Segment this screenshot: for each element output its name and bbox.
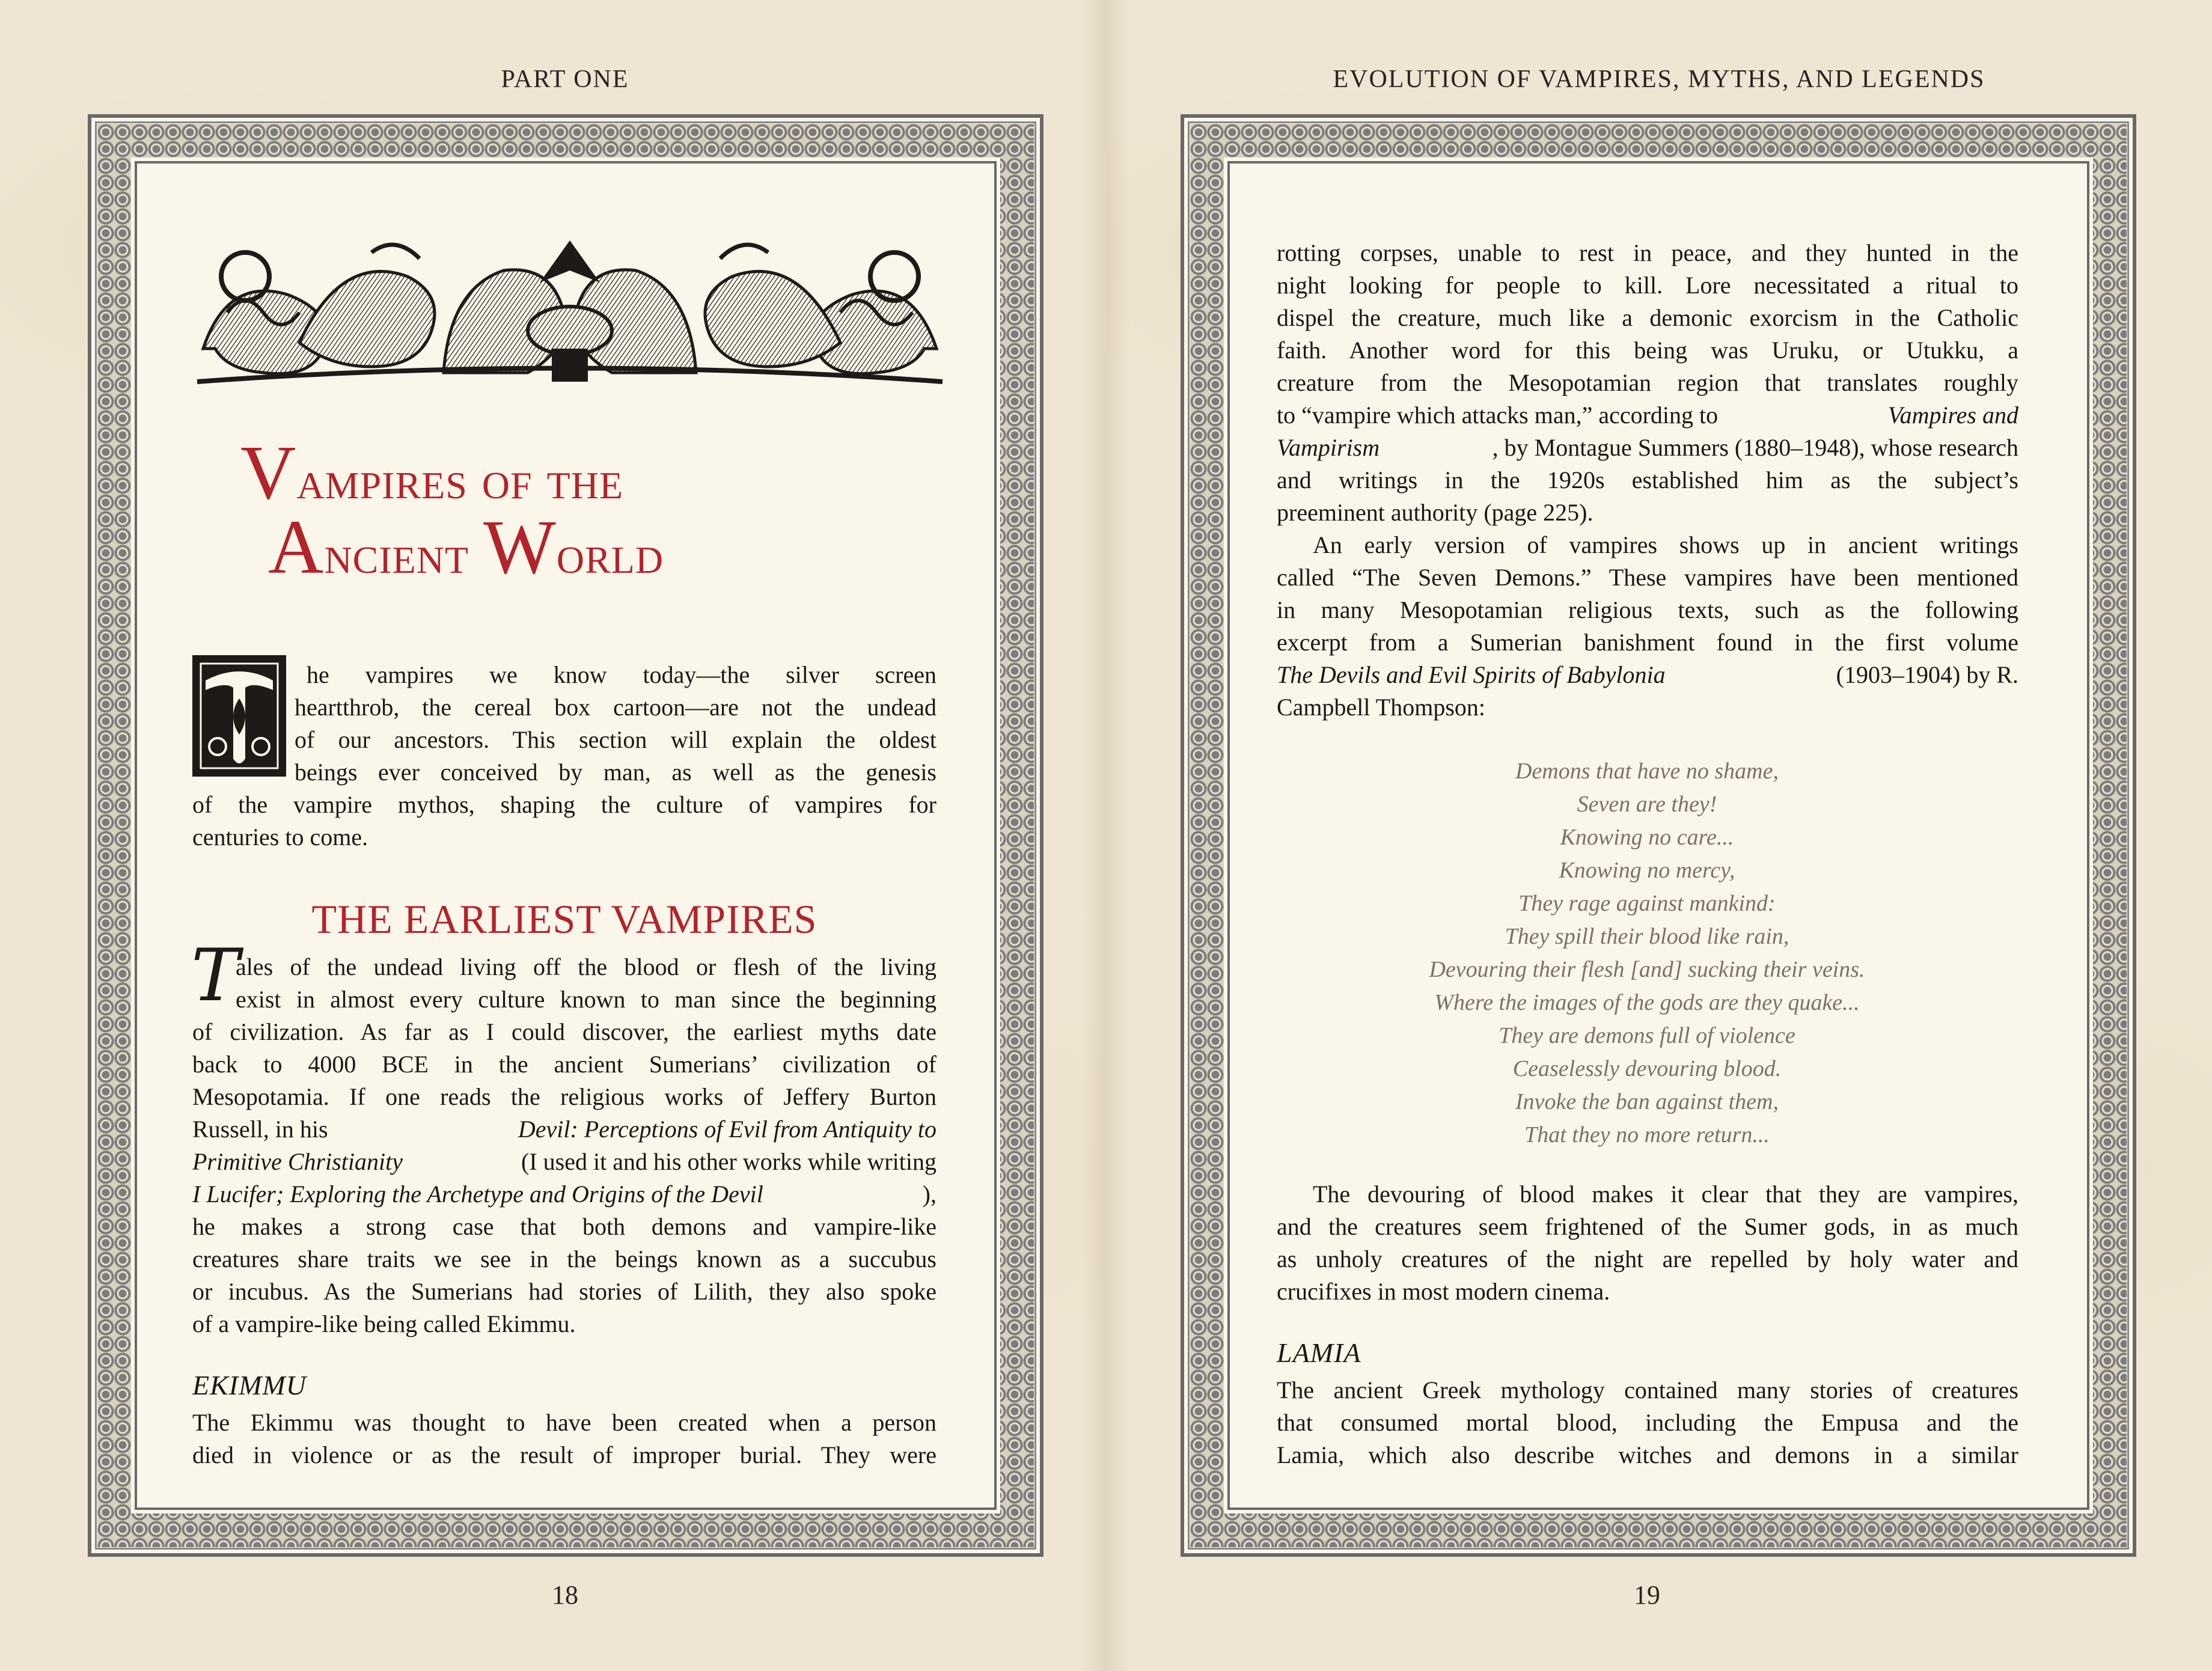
ornamental-woodcut-banner-icon (191, 228, 949, 391)
book-gutter (1082, 0, 1130, 1671)
chapter-title: Vampires of the Ancient World (240, 430, 664, 590)
running-head: PART ONE (501, 66, 629, 93)
poem-line: Devouring their flesh [and] sucking their veins. (1429, 957, 1865, 982)
poem-line: That they no more return... (1524, 1122, 1770, 1147)
demon-poem (1106, 755, 2188, 1152)
poem-line: Knowing no mercy, (1559, 858, 1735, 883)
right-page: EVOLUTION OF VAMPIRES, MYTHS, AND LEGENDS rotting corpses, unable to rest in peace, and they hunted in the night looking for people to kill. Lore necessitated a ritual to dispel the creature, much like a demonic exorcism in the Catholic faith. Another word for this being was Uruku, or Utukku, a creature from the Mesopotamian region that translates roughly to “vampire which attacks man,” according to Vampires and Vampirism , by Montague Summers (1880–1948), whose research and writings in the 1920s established him as the subject’s preeminent authority (page 225). An early version of vampires shows up in ancient writings called “The Seven Demons.” These vampires have been mentioned in many Mesopotamian religious texts, such as the following excerpt from a Sumerian banishment found in the first volume The Devils and Evil Spirits of Babylonia (1903–1904) by R. Campbell Thompson: Demons that have no shame, Seven are they! Knowing no care... Knowing no mercy, They rage against mankind: They spill their blood like rain, Devouring their flesh [and] sucking their veins. Where the images of the gods are they quake... They are demons full of violence Ceaselessly devouring blood. Invoke the ban against them, That they no more return... The devouring of blood makes it clear that they are vampires, and the creatures seem frightened of the Sumer gods, in as much as unholy creatures of the night are repelled by holy water and crucifixes in most modern cinema. LAMIA The ancient Greek mythology contained many stories of creatures that consumed mortal blood, including the Empusa and the Lamia, which also describe witches and demons in a similar 19 (1106, 0, 2212, 1671)
running-head: EVOLUTION OF VAMPIRES, MYTHS, AND LEGENDS (1333, 66, 1985, 93)
subheading-lamia: LAMIA (1277, 1337, 1361, 1368)
poem-line: Invoke the ban against them, (1515, 1089, 1779, 1114)
left-page: PART ONE Vampires of the Ancient World he vampires we know today—the silver screen heartthrob, the cereal box cartoon—are not the undead of our ancestors. This section will explain the oldest beings ever conceived by man, as well as the genesis of the vampire mythos, shaping the culture of vampires for centuries to come. THE EARLIEST VAMPIRES T ales of the undead living off the blood or flesh of the living exist in almost every culture known to man since the beginning of civilization. As far as I could discover, the earliest myths date back to 4000 BCE in the ancient Sumerians’ civilization of Mesopotamia. If one reads the religious works of Jeffery Burton Russell, in his Devil: Perceptions of Evil from Antiquity to Primitive Christianity (I used it and his other works while writing I Lucifer; Exploring the Archetype and Origins of the Devil ), he makes a strong case that both demons and vampire-like creatures share traits we see in the beings known as a succubus or incubus. As the Sumerians had stories of Lilith, they also spoke of a vampire-like being called Ekimmu. EKIMMU The Ekimmu was thought to have been created when a person died in violence or as the result of improper burial. They were 18 (0, 0, 1106, 1671)
poem-line: Knowing no care... (1560, 825, 1734, 850)
section-heading: THE EARLIEST VAMPIRES (311, 896, 817, 942)
poem-line: Ceaselessly devouring blood. (1512, 1056, 1782, 1081)
poem-line: They spill their blood like rain, (1505, 924, 1789, 949)
section-dropcap: T (191, 934, 240, 1018)
poem-line: Demons that have no shame, (1515, 759, 1779, 784)
poem-line: Where the images of the gods are they quake... (1434, 990, 1860, 1015)
page-number: 18 (552, 1580, 578, 1610)
page-number: 19 (1634, 1580, 1660, 1610)
poem-line: Seven are they! (1577, 792, 1717, 817)
subheading-ekimmu: EKIMMU (192, 1370, 307, 1401)
poem-line: They are demons full of violence (1499, 1023, 1795, 1048)
poem-line: They rage against mankind: (1518, 891, 1776, 916)
ornate-dropcap-T-icon (192, 655, 286, 777)
